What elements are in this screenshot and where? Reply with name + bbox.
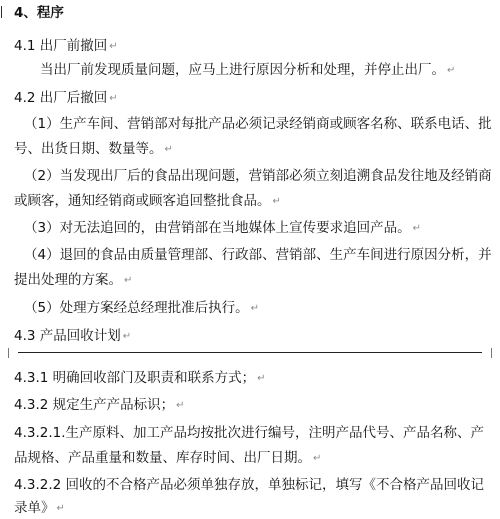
text-cursor — [1, 6, 2, 18]
paragraph-mark-icon: ↵ — [124, 275, 133, 286]
page-corner-mark-left — [0, 348, 9, 358]
paragraph-4-1[interactable]: 当出厂前发现质量问题，应马上进行原因分析和处理，并停止出厂。 ↵ — [40, 62, 456, 78]
paragraph-mark-icon: ↵ — [412, 223, 421, 234]
paragraph-item-1-line-1[interactable]: （1）生产车间、营销部对每批产品必须记录经销商或顾客名称、联系电话、批 — [24, 116, 492, 132]
paragraph-mark-icon: ↵ — [164, 144, 173, 155]
paragraph-mark-icon: ↵ — [447, 65, 456, 76]
subsection-4-3-1[interactable]: 4.3.1 明确回收部门及职责和联系方式； ↵ — [14, 370, 266, 386]
paragraph-mark-icon: ↵ — [313, 453, 322, 464]
paragraph-mark-icon: ↵ — [122, 331, 132, 342]
paragraph-item-4-line-1[interactable]: （4）退回的食品由质量管理部、行政部、营销部、生产车间进行原因分析，并 — [24, 247, 492, 263]
page-edge-line — [18, 352, 482, 353]
paragraph-mark-icon: ↵ — [176, 400, 185, 411]
subsection-4-3-2-1-line-1[interactable]: 4.3.2.1.生产原料、加工产品均按批次进行编号，注明产品代号、产品名称、产 — [14, 425, 485, 441]
paragraph-mark-icon: ↵ — [109, 93, 118, 104]
paragraph-item-1-line-2[interactable]: 号、出货日期、数量等。 ↵ — [14, 141, 173, 157]
paragraph-item-4-line-2[interactable]: 提出处理的方案。 ↵ — [14, 272, 133, 288]
paragraph-item-2-line-1[interactable]: （2）当发现出厂后的食品出现问题，营销部必须立刻追溯食品发往地及经销商 — [24, 168, 492, 184]
document-page-2 — [0, 358, 500, 515]
paragraph-item-2-line-2[interactable]: 或顾客，通知经销商或顾客追回整批食品。 ↵ — [14, 193, 281, 209]
subsection-4-2-title[interactable]: 4.2 出厂后撤回 ↵ — [14, 90, 118, 106]
subsection-4-3-2-2-line-1[interactable]: 4.3.2.2 回收的不合格产品必须单独存放，单独标记，填写《不合格产品回收记 — [14, 477, 485, 493]
subsection-4-3-title[interactable]: 4.3 产品回收计划 ↵ — [14, 328, 132, 344]
page-break-separator — [0, 348, 500, 358]
paragraph-mark-icon: ↵ — [272, 196, 281, 207]
paragraph-item-5[interactable]: （5）处理方案经总经理批准后执行。 ↵ — [24, 300, 259, 316]
paragraph-mark-icon: ↵ — [56, 503, 65, 514]
subsection-4-3-2-2-line-2[interactable]: 录单》 ↵ — [14, 500, 65, 516]
paragraph-mark-icon: ↵ — [109, 41, 118, 52]
page-corner-mark-right — [491, 348, 500, 358]
paragraph-item-3[interactable]: （3）对无法追回的，由营销部在当地媒体上宣传要求追回产品。 ↵ — [24, 220, 421, 236]
section-heading — [14, 3, 492, 23]
subsection-4-1-title[interactable]: 4.1 出厂前撤回 ↵ — [14, 38, 118, 54]
paragraph-mark-icon: ↵ — [257, 373, 266, 384]
subsection-4-3-2[interactable]: 4.3.2 规定生产产品标识； ↵ — [14, 397, 185, 413]
subsection-4-3-2-1-line-2[interactable]: 品规格、产品重量和数量、库存时间、出厂日期。 ↵ — [14, 450, 322, 466]
paragraph-mark-icon: ↵ — [250, 303, 259, 314]
section-heading-text[interactable]: 4、程序 — [14, 5, 64, 21]
